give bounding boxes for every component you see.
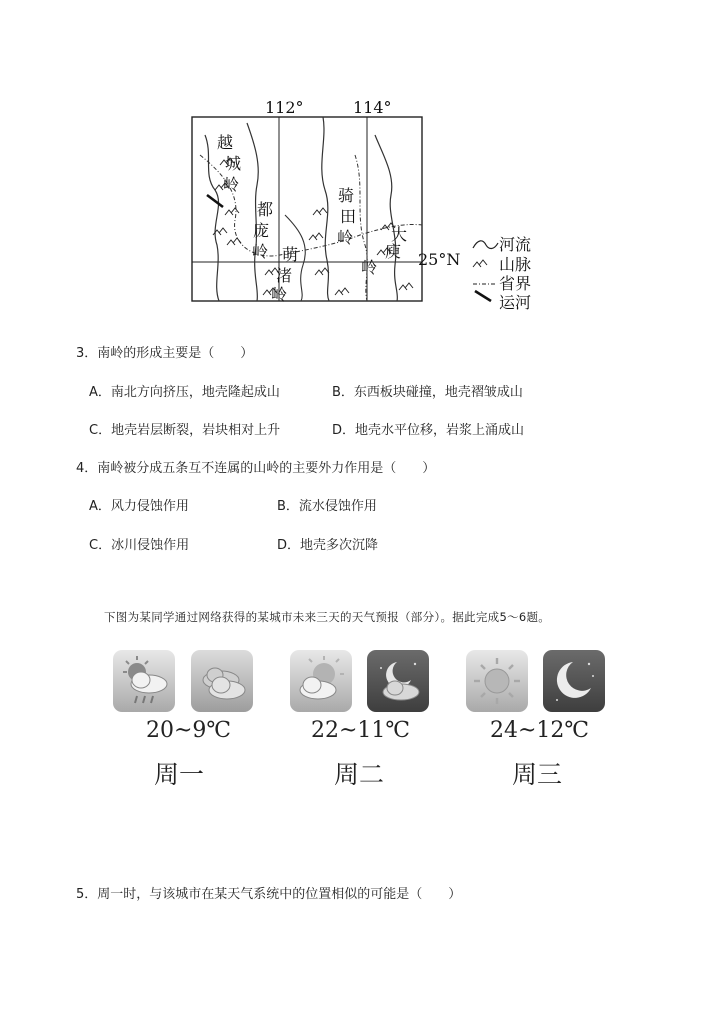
- svg-text:岭: 岭: [223, 175, 240, 194]
- question-4-option-a[interactable]: A．风力侵蚀作用: [89, 499, 189, 514]
- legend-river-icon: [473, 241, 498, 249]
- temp-day-1: 20~9℃: [146, 718, 232, 743]
- question-3-stem: 3．南岭的形成主要是（ ）: [76, 346, 254, 361]
- map-svg: [185, 95, 550, 310]
- weather-intro-text: 下图为某同学通过网络获得的某城市未来三天的天气预报（部分）。据此完成5～6题。: [104, 610, 551, 624]
- legend-canal-icon: [475, 291, 491, 301]
- sun-cloud-rain-icon: [113, 650, 175, 712]
- svg-text:都: 都: [257, 200, 274, 219]
- svg-text:岭: 岭: [337, 228, 354, 247]
- svg-text:岭: 岭: [361, 258, 378, 277]
- legend-mountain-label: 山脉: [499, 255, 532, 274]
- day-label-1: 周一: [154, 760, 205, 789]
- cloudy-icon: [191, 650, 253, 712]
- question-4-stem: 4．南岭被分成五条互不连属的山岭的主要外力作用是（ ）: [76, 461, 436, 476]
- question-4-option-d[interactable]: D．地壳多次沉降: [277, 538, 379, 553]
- question-5-stem: 5．周一时，与该城市在某天气系统中的位置相似的可能是（ ）: [76, 887, 462, 902]
- south-mountains-map: [185, 95, 550, 310]
- svg-text:田: 田: [340, 207, 357, 226]
- question-4-option-c[interactable]: C．冰川侵蚀作用: [89, 538, 190, 553]
- svg-text:渚: 渚: [276, 266, 293, 285]
- moon-cloud-icon: [367, 650, 429, 712]
- lon-label-114: 114°: [353, 98, 392, 117]
- svg-text:岭: 岭: [271, 285, 288, 304]
- temp-day-3: 24~12℃: [490, 718, 590, 743]
- day-label-3: 周三: [512, 760, 563, 789]
- question-3-option-b[interactable]: B．东西板块碰撞，地壳褶皱成山: [332, 385, 523, 400]
- svg-text:越: 越: [217, 133, 234, 152]
- legend-river-label: 河流: [499, 235, 532, 254]
- legend-mountain-icon: [473, 260, 487, 267]
- sun-cloud-icon: [290, 650, 352, 712]
- moon-icon: [543, 650, 605, 712]
- svg-text:庾: 庾: [385, 242, 402, 261]
- legend-canal-label: 运河: [499, 293, 532, 310]
- svg-text:岭: 岭: [252, 242, 269, 261]
- legend-boundary-label: 省界: [499, 274, 532, 293]
- svg-text:城: 城: [225, 154, 242, 173]
- question-3-option-c[interactable]: C．地壳岩层断裂，岩块相对上升: [89, 423, 281, 438]
- svg-text:大: 大: [391, 225, 408, 244]
- question-3-option-a[interactable]: A．南北方向挤压，地壳隆起成山: [89, 385, 280, 400]
- question-4-option-b[interactable]: B．流水侵蚀作用: [277, 499, 377, 514]
- mountain-name-mengzhu: [271, 245, 298, 304]
- sun-icon: [466, 650, 528, 712]
- lat-label-25n: 25°N: [418, 250, 461, 269]
- svg-text:骑: 骑: [338, 186, 355, 205]
- day-label-2: 周二: [334, 760, 385, 789]
- question-3-option-d[interactable]: D．地壳水平位移，岩浆上涌成山: [332, 423, 525, 438]
- svg-text:萌: 萌: [282, 245, 299, 264]
- svg-text:庞: 庞: [253, 221, 270, 240]
- lon-label-112: 112°: [265, 98, 304, 117]
- mountain-name-qitian: [337, 186, 356, 247]
- temp-day-2: 22~11℃: [311, 718, 411, 743]
